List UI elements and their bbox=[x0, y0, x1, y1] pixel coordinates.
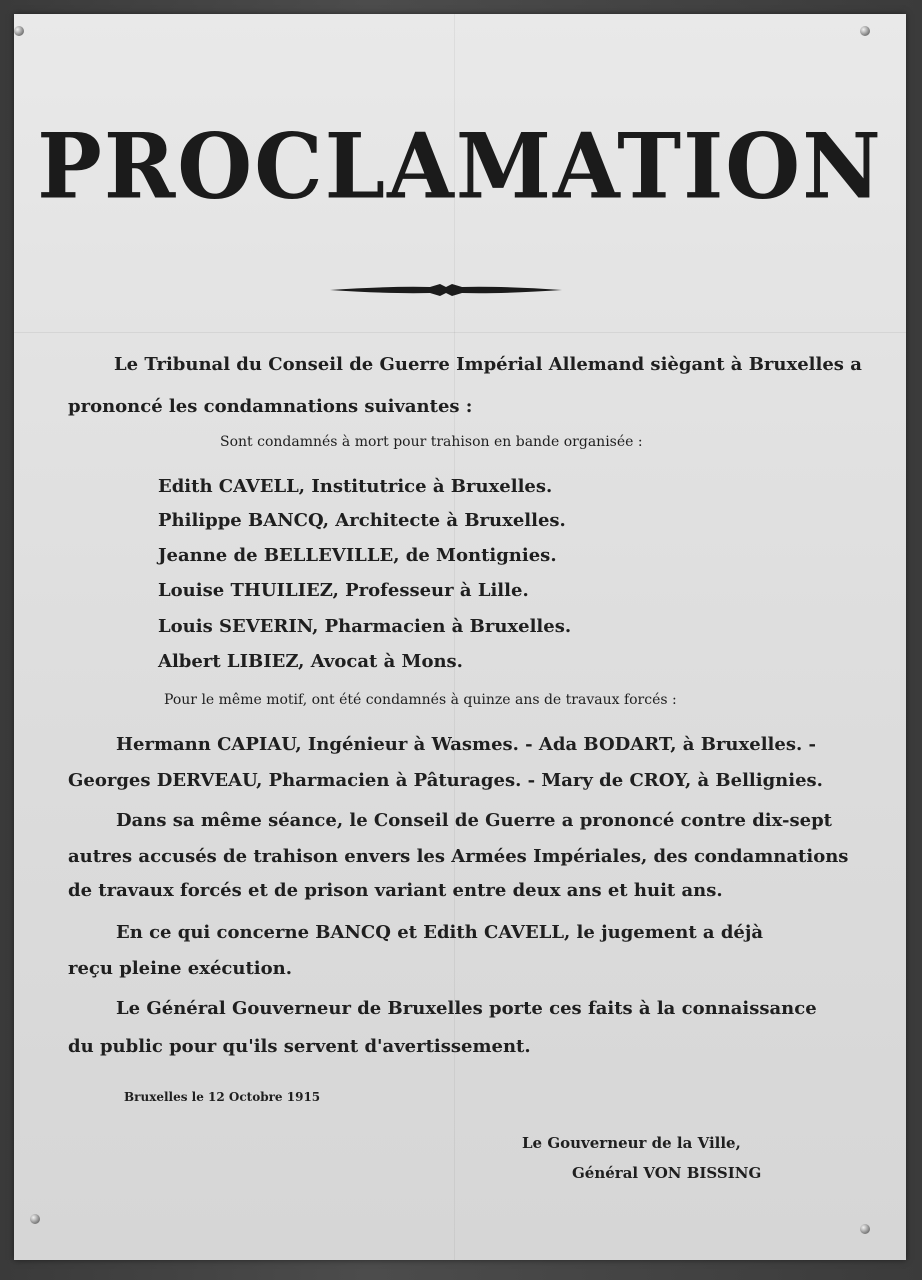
date-line: Bruxelles le 12 Octobre 1915 bbox=[124, 1090, 321, 1104]
pin-bottom-right bbox=[860, 1224, 870, 1234]
fold-crease-horizontal bbox=[14, 332, 906, 333]
labour-line-2: Georges DERVEAU, Pharmacien à Pâturages. - Mary de CROY, à Bellignies. bbox=[68, 770, 823, 791]
condemned-bancq: Philippe BANCQ, Architecte à Bruxelles. bbox=[158, 510, 566, 531]
signature-role: Le Gouverneur de la Ville, bbox=[522, 1134, 741, 1152]
intro-line-1: Le Tribunal du Conseil de Guerre Impérial Allemand siègant à Bruxelles a bbox=[114, 354, 862, 375]
execution-line-1: En ce qui concerne BANCQ et Edith CAVELL, le jugement a déjà bbox=[116, 922, 764, 943]
condemned-severin: Louis SEVERIN, Pharmacien à Bruxelles. bbox=[158, 616, 572, 637]
ornament-divider bbox=[330, 283, 562, 297]
condemned-thuiliez: Louise THUILIEZ, Professeur à Lille. bbox=[158, 580, 529, 601]
others-line-3: de travaux forcés et de prison variant entre deux ans et huit ans. bbox=[68, 880, 723, 901]
execution-line-2: reçu pleine exécution. bbox=[68, 958, 292, 979]
others-line-1: Dans sa même séance, le Conseil de Guerre a prononcé contre dix-sept bbox=[116, 810, 833, 831]
signature-name: Général VON BISSING bbox=[572, 1164, 762, 1182]
pin-top-right bbox=[860, 26, 870, 36]
proclamation-title: PROCLAMATION bbox=[37, 113, 883, 220]
intro-line-2: prononcé les condamnations suivantes : bbox=[68, 396, 473, 417]
labour-line-1: Hermann CAPIAU, Ingénieur à Wasmes. - Ada BODART, à Bruxelles. - bbox=[116, 734, 816, 755]
notice-line-1: Le Général Gouverneur de Bruxelles porte ces faits à la connaissance bbox=[116, 998, 817, 1019]
forced-labour-heading: Pour le même motif, ont été condamnés à quinze ans de travaux forcés : bbox=[164, 692, 677, 708]
others-line-2: autres accusés de trahison envers les Armées Impériales, des condamnations bbox=[68, 846, 849, 867]
condemned-belleville: Jeanne de BELLEVILLE, de Montignies. bbox=[158, 545, 557, 566]
pin-top-left bbox=[14, 26, 24, 36]
notice-line-2: du public pour qu'ils servent d'avertissement. bbox=[68, 1036, 531, 1057]
condemned-cavell: Edith CAVELL, Institutrice à Bruxelles. bbox=[158, 476, 553, 497]
death-sentence-heading: Sont condamnés à mort pour trahison en bande organisée : bbox=[220, 434, 643, 450]
pin-bottom-left bbox=[30, 1214, 40, 1224]
condemned-libiez: Albert LIBIEZ, Avocat à Mons. bbox=[158, 651, 463, 672]
